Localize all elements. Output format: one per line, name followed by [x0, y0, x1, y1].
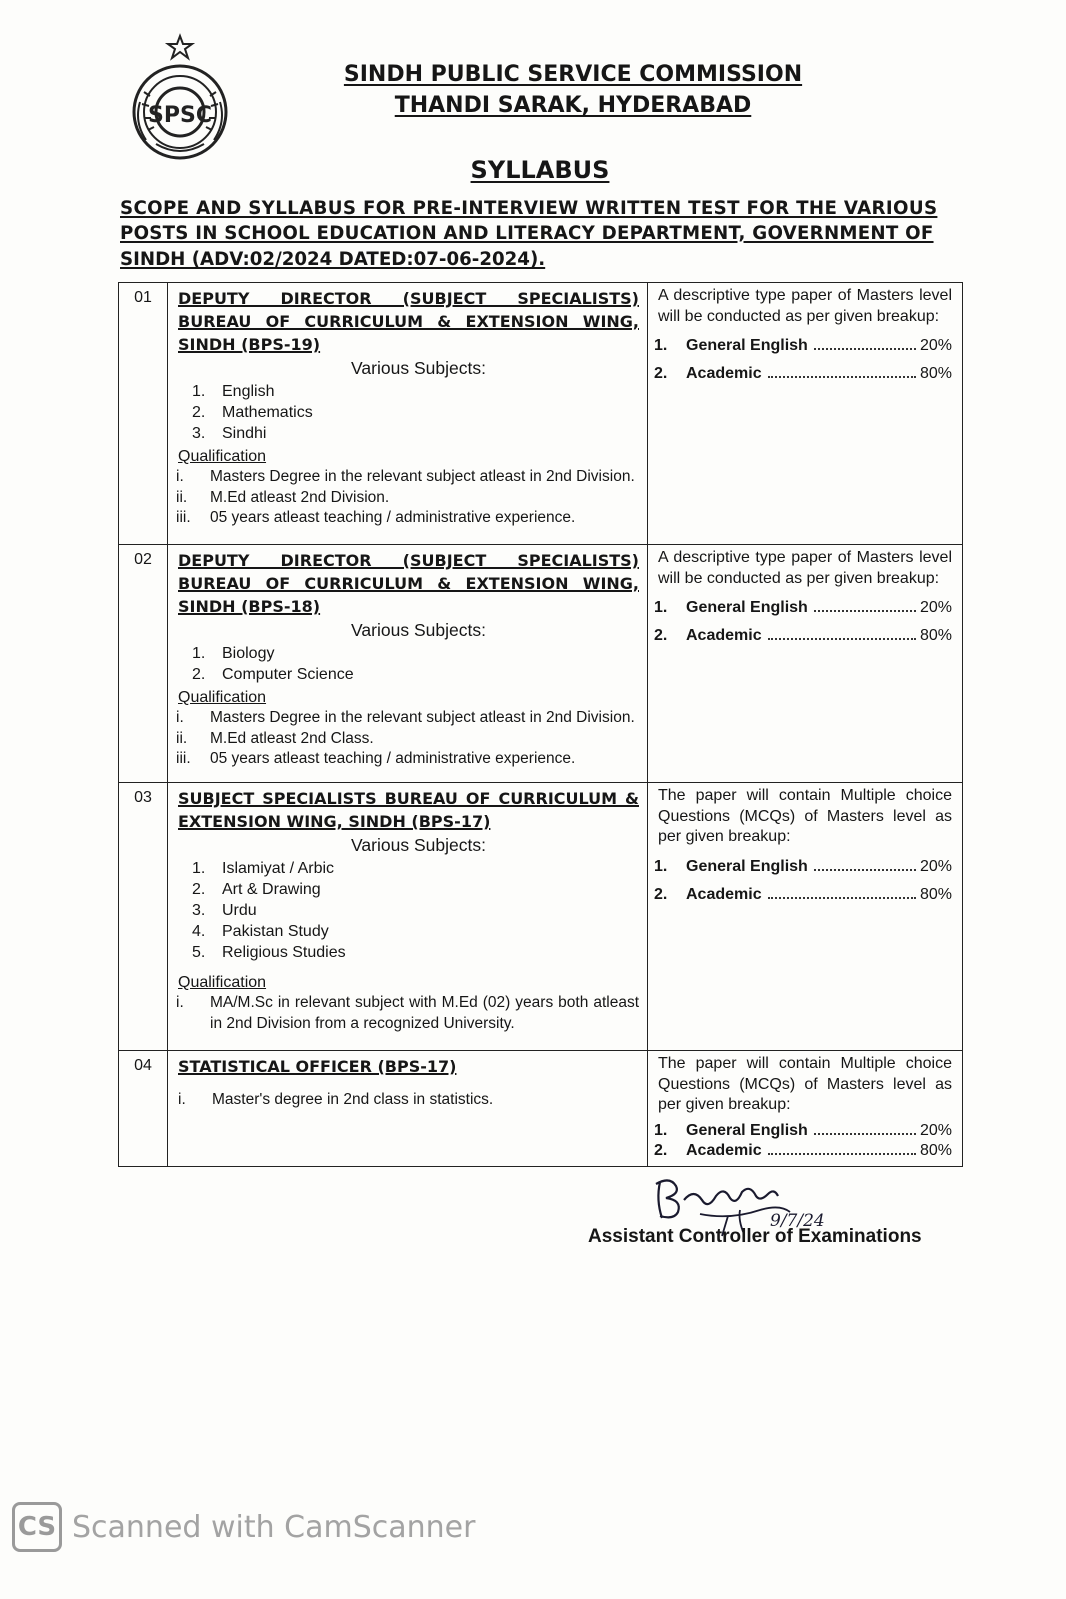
subject-item — [178, 402, 639, 423]
qualifications-list — [178, 467, 639, 529]
subject-name: Sindhi — [222, 425, 267, 442]
mark-number: 1. — [654, 599, 668, 616]
subject-item — [178, 423, 639, 444]
exam-pattern-cell — [648, 783, 963, 1051]
post-description-cell — [168, 283, 648, 545]
table-row — [119, 283, 963, 545]
mark-breakup-row — [654, 337, 952, 355]
qualification-text: 05 years atleast teaching / administrative experience. — [210, 509, 576, 526]
mark-breakup-row — [654, 858, 952, 876]
mark-number: 1. — [654, 857, 668, 875]
mark-label: General English — [686, 599, 808, 616]
exam-intro: A descriptive type paper of Masters level will be conducted as per given breakup: — [658, 287, 952, 325]
qualifications-list — [178, 1090, 639, 1111]
table-row — [119, 545, 963, 783]
dot-leader — [814, 337, 916, 350]
qualification-numeral: ii. — [176, 488, 188, 506]
mark-number: 2. — [654, 1141, 668, 1159]
qualification-text: 05 years atleast teaching / administrative experience. — [210, 750, 576, 767]
mark-label: Academic — [686, 627, 762, 644]
subject-number: 1. — [192, 860, 206, 877]
mark-percentage: 80% — [919, 627, 952, 644]
watermark-text: Scanned with CamScanner — [72, 1509, 476, 1545]
qualifications-list — [178, 708, 639, 770]
subject-item — [178, 921, 639, 942]
qualification-numeral: i. — [176, 994, 184, 1011]
dot-leader — [768, 886, 916, 899]
mark-label: General English — [686, 1121, 808, 1139]
qualification-numeral: iii. — [176, 750, 191, 767]
qualification-numeral: i. — [176, 468, 184, 485]
svg-text:SPSC: SPSC — [148, 103, 212, 128]
qualification-numeral: i. — [178, 1091, 186, 1108]
subject-name: Religious Studies — [222, 944, 346, 961]
qualification-numeral: ii. — [176, 729, 188, 747]
mark-percentage: 80% — [919, 1141, 952, 1159]
qualification-text: Masters Degree in the relevant subject atleast in 2nd Division. — [210, 709, 635, 726]
org-name: SINDH PUBLIC SERVICE COMMISSION — [343, 62, 803, 87]
subject-item — [178, 381, 639, 402]
mark-percentage: 20% — [919, 337, 952, 354]
mark-percentage: 20% — [919, 599, 952, 616]
subject-item — [178, 942, 639, 963]
subject-name: Computer Science — [222, 666, 354, 683]
qualification-item — [178, 508, 639, 529]
exam-pattern-cell — [648, 1051, 963, 1167]
table-row — [119, 783, 963, 1051]
mark-number: 1. — [654, 1121, 668, 1139]
mark-label: General English — [686, 337, 808, 354]
signatory-designation: Assistant Controller of Examinations — [588, 1226, 922, 1247]
subjects-heading: Various Subjects: — [351, 358, 486, 378]
syllabus-table — [118, 282, 963, 1167]
exam-intro: A descriptive type paper of Masters level will be conducted as per given breakup: — [658, 549, 952, 587]
qualification-item — [178, 488, 639, 509]
subject-name: Urdu — [222, 902, 257, 919]
subjects-list — [178, 858, 639, 963]
row-number: 03 — [119, 783, 168, 1051]
mark-number: 2. — [654, 365, 668, 382]
mark-percentage: 80% — [919, 885, 952, 903]
mark-label: Academic — [686, 365, 762, 382]
exam-pattern-cell — [648, 545, 963, 783]
mark-percentage: 20% — [919, 1121, 952, 1139]
subject-number: 1. — [192, 645, 206, 662]
post-description-cell — [168, 1051, 648, 1167]
subject-number: 1. — [192, 383, 206, 400]
camscanner-logo-icon: CS — [12, 1502, 62, 1552]
subject-name: Art & Drawing — [222, 881, 321, 898]
exam-pattern-cell — [648, 283, 963, 545]
subject-number: 5. — [192, 944, 206, 961]
qualification-numeral: i. — [176, 709, 184, 726]
mark-percentage: 80% — [919, 365, 952, 382]
org-address: THANDI SARAK, HYDERABAD — [394, 93, 752, 118]
subject-item — [178, 900, 639, 921]
mark-percentage: 20% — [919, 857, 952, 875]
dot-leader — [814, 858, 916, 871]
row-number: 01 — [119, 283, 168, 545]
subject-number: 4. — [192, 923, 206, 940]
qualification-numeral: iii. — [176, 509, 191, 526]
subject-name: English — [222, 383, 275, 400]
qualification-text: Master's degree in 2nd class in statistics. — [212, 1091, 494, 1108]
dot-leader — [768, 627, 916, 640]
qualification-heading: Qualification — [178, 689, 267, 706]
qualification-text: M.Ed atleast 2nd Division. — [210, 488, 390, 506]
subject-number: 2. — [192, 666, 206, 683]
mark-label: General English — [686, 857, 808, 875]
subject-name: Pakistan Study — [222, 923, 329, 940]
qualification-text: MA/M.Sc in relevant subject with M.Ed (02) years both atleast in 2nd Division from a recognized University. — [210, 994, 639, 1032]
post-description-cell — [168, 783, 648, 1051]
qualification-heading: Qualification — [178, 974, 267, 991]
qualification-item — [178, 467, 639, 488]
subjects-heading: Various Subjects: — [351, 835, 486, 855]
mark-breakup-row — [654, 365, 952, 383]
subject-item — [178, 643, 639, 664]
subject-number: 3. — [192, 902, 206, 919]
exam-intro: The paper will contain Multiple choice Questions (MCQs) of Masters level as per given breakup: — [658, 787, 952, 845]
mark-number: 1. — [654, 337, 668, 354]
qualification-item — [178, 708, 639, 729]
qualification-item — [178, 729, 639, 750]
scope-line-2: POSTS IN SCHOOL EDUCATION AND LITERACY DEPARTMENT, GOVERNMENT OF — [120, 223, 934, 244]
mark-number: 2. — [654, 627, 668, 644]
row-number: 04 — [119, 1051, 168, 1167]
camscanner-watermark — [12, 1502, 475, 1552]
mark-breakup-row — [654, 886, 952, 904]
mark-breakup-row — [654, 627, 952, 645]
qualification-item — [178, 749, 639, 770]
svg-text:9/7/24: 9/7/24 — [770, 1211, 825, 1231]
scope-line-1: SCOPE AND SYLLABUS FOR PRE-INTERVIEW WRITTEN TEST FOR THE VARIOUS — [120, 198, 938, 219]
subject-name: Islamiyat / Arbic — [222, 860, 335, 877]
scope-line-3: SINDH (ADV:02/2024 DATED:07-06-2024). — [120, 249, 546, 270]
subject-item — [178, 664, 639, 685]
document-title: SYLLABUS — [470, 156, 610, 184]
post-title: DEPUTY DIRECTOR (SUBJECT SPECIALISTS) BUREAU OF CURRICULUM & EXTENSION WING, SINDH (BPS-19) — [178, 289, 639, 354]
mark-number: 2. — [654, 885, 668, 903]
qualification-item — [180, 1090, 639, 1111]
qualifications-list — [178, 993, 639, 1034]
post-title: STATISTICAL OFFICER (BPS-17) — [178, 1057, 457, 1076]
subject-name: Biology — [222, 645, 275, 662]
qualification-text: Masters Degree in the relevant subject atleast in 2nd Division. — [210, 468, 635, 485]
exam-intro: The paper will contain Multiple choice Questions (MCQs) of Masters level as per given breakup: — [658, 1055, 952, 1113]
subject-number: 3. — [192, 425, 206, 442]
subject-name: Mathematics — [222, 404, 313, 421]
post-title: DEPUTY DIRECTOR (SUBJECT SPECIALISTS) BUREAU OF CURRICULUM & EXTENSION WING, SINDH (BPS-18) — [178, 551, 639, 616]
post-title: SUBJECT SPECIALISTS BUREAU OF CURRICULUM & EXTENSION WING, SINDH (BPS-17) — [178, 789, 639, 831]
mark-breakup-row — [654, 599, 952, 617]
mark-label: Academic — [686, 885, 762, 903]
post-description-cell — [168, 545, 648, 783]
qualification-item — [178, 993, 639, 1034]
mark-breakup-row — [654, 1122, 952, 1140]
dot-leader — [814, 1122, 916, 1135]
subject-number: 2. — [192, 881, 206, 898]
dot-leader — [814, 599, 916, 612]
subject-item — [178, 879, 639, 900]
subjects-list — [178, 643, 639, 685]
qualification-text: M.Ed atleast 2nd Class. — [210, 729, 374, 747]
table-row — [119, 1051, 963, 1167]
mark-breakup-row — [654, 1142, 952, 1160]
dot-leader — [768, 1142, 916, 1155]
subject-item — [178, 858, 639, 879]
subjects-list — [178, 381, 639, 444]
subjects-heading: Various Subjects: — [351, 620, 486, 640]
dot-leader — [768, 365, 916, 378]
row-number: 02 — [119, 545, 168, 783]
qualification-heading: Qualification — [178, 448, 267, 465]
subject-number: 2. — [192, 404, 206, 421]
mark-label: Academic — [686, 1141, 762, 1159]
